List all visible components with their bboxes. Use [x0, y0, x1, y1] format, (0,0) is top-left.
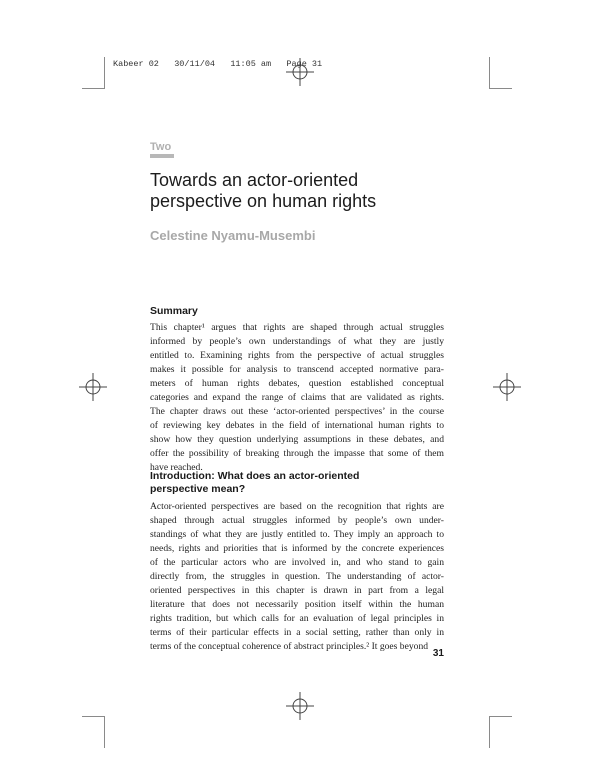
text-line: offer the possibility of breaking through the impasse that some of them	[150, 448, 444, 459]
text-line: informed by people’s own understandings of what they are justly	[150, 336, 444, 347]
crop-mark-top-right-horizontal	[490, 88, 512, 89]
heading-line: Introduction: What does an actor-oriented	[150, 470, 360, 482]
heading-line: perspective mean?	[150, 483, 246, 495]
text-line: have reached.	[150, 462, 203, 473]
text-line: shaped through actual struggles informed by people’s own under-	[150, 515, 444, 526]
chapter-title-line: perspective on human rights	[150, 191, 377, 211]
crop-mark-bottom-right-vertical	[489, 716, 490, 748]
summary-paragraph	[150, 321, 444, 475]
chapter-label: Two	[150, 141, 172, 153]
registration-mark-top	[286, 58, 314, 86]
text-line: categories and expand the range of claims that are validated as rights.	[150, 392, 444, 403]
crop-mark-top-left-horizontal	[82, 88, 104, 89]
text-line: of reviewing key debates in the field of international human rights to	[150, 420, 444, 431]
text-line: terms of the conceptual coherence of abstract principles.² It goes beyond	[150, 641, 429, 652]
text-line: directly from, the struggles in question. The understanding of actor-	[150, 571, 444, 582]
text-line: makes it possible for analysis to transcend accepted normative para-	[150, 364, 444, 375]
crop-mark-top-right-vertical	[489, 57, 490, 89]
text-line: entitled to. Examining rights from the perspective of actual struggles	[150, 350, 444, 361]
chapter-rule	[150, 154, 174, 158]
text-line: literature that does not necessarily position itself within the human	[150, 599, 444, 610]
crop-mark-bottom-left-vertical	[104, 716, 105, 748]
registration-mark-left	[79, 373, 107, 401]
text-line: of the particular actors who are involved in, and who stand to gain	[150, 557, 444, 568]
text-line: show how they question underlying assumptions in these debates, and	[150, 434, 444, 445]
text-line: The chapter draws out these ‘actor-oriented perspectives’ in the course	[150, 406, 444, 417]
text-line: rights tradition, but which calls for an evaluation of legal principles in	[150, 613, 444, 624]
introduction-heading	[150, 470, 450, 496]
text-line: terms of their particular effects in a social setting, rather than only in	[150, 627, 444, 638]
crop-mark-top-left-vertical	[104, 57, 105, 89]
registration-mark-bottom	[286, 692, 314, 720]
text-line: oriented perspectives in this chapter is drawn in part from a legal	[150, 585, 444, 596]
summary-heading: Summary	[150, 305, 198, 317]
text-line: meters of human rights debates, question established conceptual	[150, 378, 444, 389]
chapter-title-line: Towards an actor-oriented	[150, 170, 359, 190]
text-line: standings of what they are justly entitled to. They imply an approach to	[150, 529, 444, 540]
text-line: needs, rights and priorities that is informed by the concrete experiences	[150, 543, 444, 554]
author-name: Celestine Nyamu-Musembi	[150, 228, 316, 243]
crop-mark-bottom-right-horizontal	[490, 716, 512, 717]
text-line: This chapter¹ argues that rights are shaped through actual struggles	[150, 322, 444, 333]
registration-mark-right	[493, 373, 521, 401]
introduction-paragraph	[150, 500, 444, 654]
printer-slug: Kabeer 02 30/11/04 11:05 am Page 31	[113, 59, 323, 69]
crop-mark-bottom-left-horizontal	[82, 716, 104, 717]
chapter-title	[150, 170, 450, 212]
text-line: Actor-oriented perspectives are based on the recognition that rights are	[150, 501, 444, 512]
page-number: 31	[432, 648, 444, 659]
